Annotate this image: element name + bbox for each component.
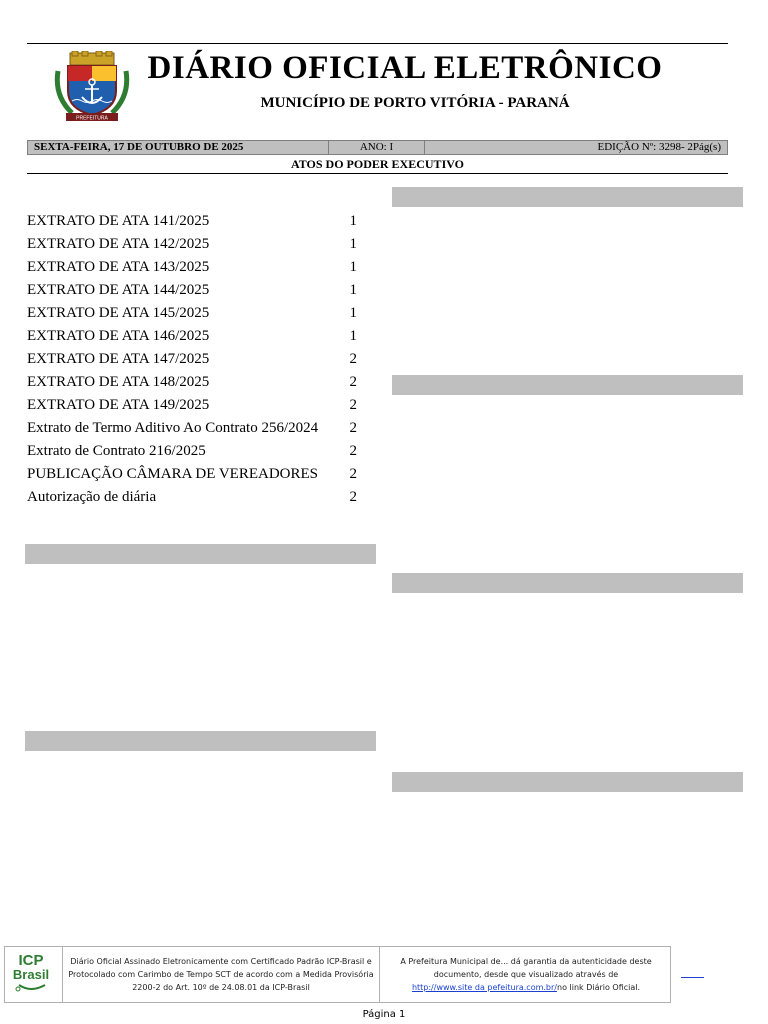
footer-divider bbox=[379, 947, 380, 1002]
toc-item-page: 2 bbox=[349, 351, 357, 367]
section-header-bar bbox=[25, 544, 376, 564]
toc-item[interactable] bbox=[27, 394, 357, 417]
toc-item[interactable] bbox=[27, 233, 357, 256]
toc-item-page: 2 bbox=[349, 443, 357, 459]
icp-logo-text: ICP bbox=[18, 952, 44, 969]
toc-item-page: 1 bbox=[349, 305, 357, 321]
table-of-contents bbox=[27, 210, 357, 509]
toc-item-page: 1 bbox=[349, 328, 357, 344]
toc-item-label: PUBLICAÇÃO CÂMARA DE VEREADORES bbox=[27, 466, 319, 482]
toc-item[interactable] bbox=[27, 486, 357, 509]
toc-item[interactable] bbox=[27, 256, 357, 279]
toc-item[interactable] bbox=[27, 440, 357, 463]
toc-item-page: 1 bbox=[349, 213, 357, 229]
icp-brasil-logo-icon bbox=[5, 947, 63, 1002]
toc-item-label: EXTRATO DE ATA 148/2025 bbox=[27, 374, 210, 390]
toc-item-label: EXTRATO DE ATA 144/2025 bbox=[27, 282, 210, 298]
footer-link-underline[interactable] bbox=[681, 977, 704, 978]
section-header-bar bbox=[392, 375, 743, 395]
section-header-bar bbox=[392, 772, 743, 792]
toc-item[interactable] bbox=[27, 210, 357, 233]
toc-item-page: 2 bbox=[349, 374, 357, 390]
icp-logo-subtext: Brasil bbox=[12, 967, 50, 982]
toc-item-page: 2 bbox=[349, 397, 357, 413]
toc-item[interactable] bbox=[27, 417, 357, 440]
toc-item-label: EXTRATO DE ATA 145/2025 bbox=[27, 305, 210, 321]
toc-item-label: EXTRATO DE ATA 149/2025 bbox=[27, 397, 210, 413]
section-title: ATOS DO PODER EXECUTIVO bbox=[290, 157, 464, 171]
edition-info-bar bbox=[27, 140, 728, 155]
edition-number: EDIÇÃO Nº: 3298- 2Pág(s) bbox=[597, 141, 721, 153]
toc-item[interactable] bbox=[27, 325, 357, 348]
toc-item-label: EXTRATO DE ATA 143/2025 bbox=[27, 259, 210, 275]
authenticity-statement bbox=[385, 955, 667, 994]
page-number: Página 1 bbox=[362, 1009, 406, 1020]
authenticity-text-end: no link Diário Oficial. bbox=[557, 983, 641, 992]
toc-item-label: Autorização de diária bbox=[27, 489, 157, 505]
toc-item-page: 2 bbox=[349, 420, 357, 436]
toc-item-page: 2 bbox=[349, 466, 357, 482]
authenticity-text: A Prefeitura Municipal de... dá garantia da autenticidade deste documento, desde que visualizado através de bbox=[400, 957, 652, 979]
toc-item-label: EXTRATO DE ATA 141/2025 bbox=[27, 213, 210, 229]
page-title: DIÁRIO OFICIAL ELETRÔNICO bbox=[147, 50, 663, 86]
toc-item[interactable] bbox=[27, 279, 357, 302]
toc-item-page: 1 bbox=[349, 259, 357, 275]
toc-item-page: 1 bbox=[349, 282, 357, 298]
edition-date: SEXTA-FEIRA, 17 DE OUTUBRO DE 2025 bbox=[34, 141, 244, 153]
toc-item-label: Extrato de Contrato 216/2025 bbox=[27, 443, 206, 459]
page-subtitle: MUNICÍPIO DE PORTO VITÓRIA - PARANÁ bbox=[260, 95, 570, 111]
toc-item-label: EXTRATO DE ATA 147/2025 bbox=[27, 351, 210, 367]
municipal-crest-icon bbox=[52, 51, 132, 125]
certificate-statement: Diário Oficial Assinado Eletronicamente com Certificado Padrão ICP-Brasil e Protocolado com Carimbo de Tempo SCT de acordo com a Medida Provisória 2200-2 do Art. 10º de 24.08.01 da ICP-Brasil bbox=[68, 957, 374, 992]
toc-item-label: Extrato de Termo Aditivo Ao Contrato 256/2024 bbox=[27, 420, 319, 436]
toc-item[interactable] bbox=[27, 371, 357, 394]
section-header-bar bbox=[25, 731, 376, 751]
toc-item[interactable] bbox=[27, 302, 357, 325]
section-header-bar bbox=[392, 573, 743, 593]
toc-item[interactable] bbox=[27, 348, 357, 371]
section-rule bbox=[27, 173, 728, 174]
toc-item-page: 2 bbox=[349, 489, 357, 505]
verification-link[interactable]: http://www.site da pefeitura.com.br/ bbox=[411, 983, 557, 992]
toc-item[interactable] bbox=[27, 463, 357, 486]
certification-footer bbox=[4, 946, 671, 1003]
toc-item-page: 1 bbox=[349, 236, 357, 252]
toc-item-label: EXTRATO DE ATA 142/2025 bbox=[27, 236, 210, 252]
section-header-bar bbox=[392, 187, 743, 207]
edition-year: ANO: I bbox=[328, 141, 425, 154]
top-rule bbox=[27, 43, 728, 44]
crest-banner-text: PREFEITURA bbox=[76, 115, 108, 122]
toc-item-label: EXTRATO DE ATA 146/2025 bbox=[27, 328, 210, 344]
